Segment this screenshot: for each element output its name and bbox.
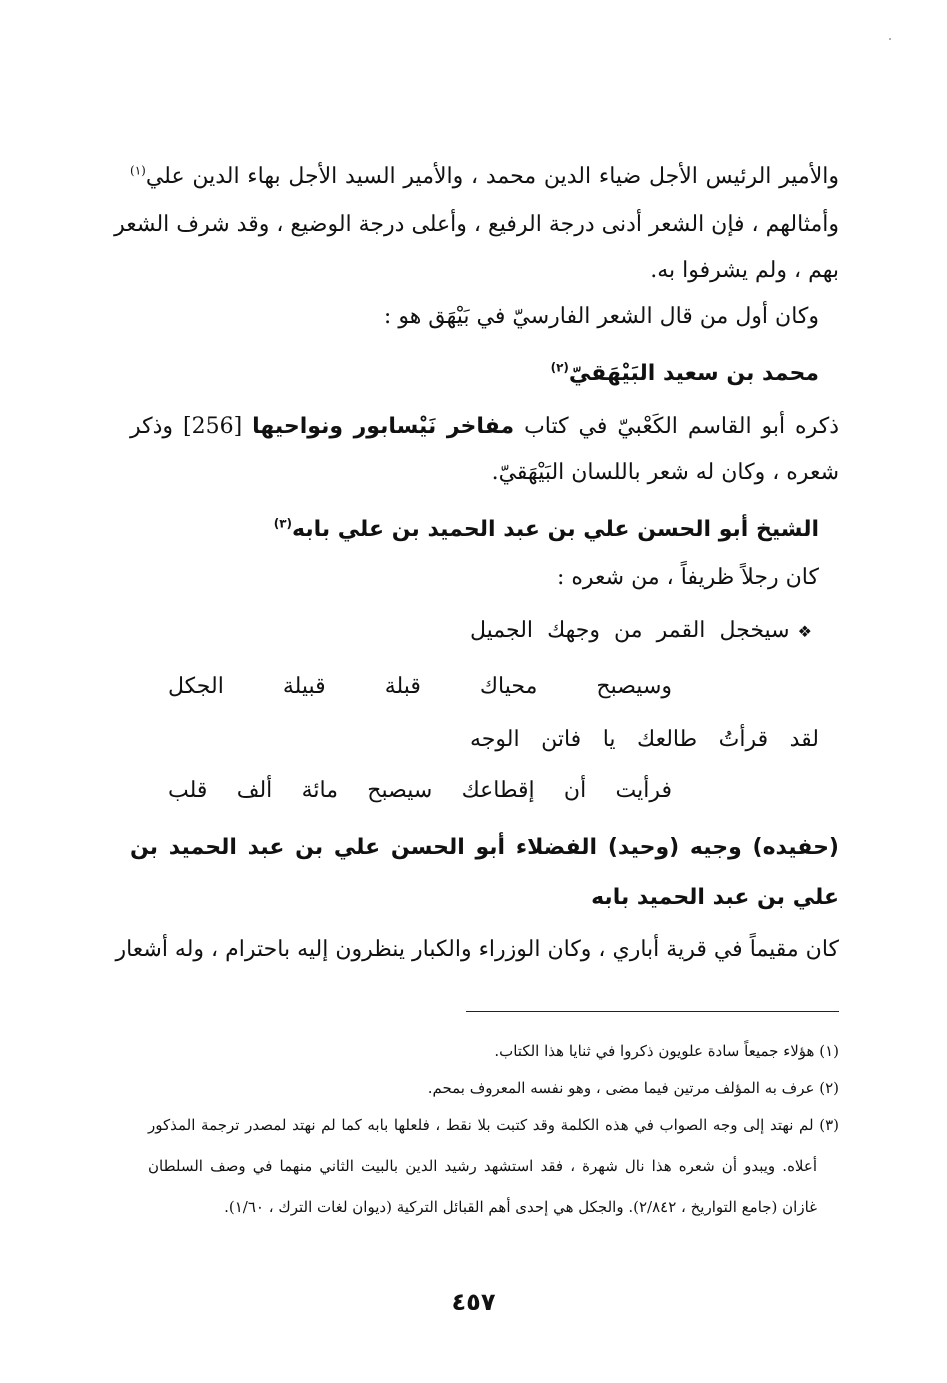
- entry-heading-3-line-1-text: (حفيده) وجيه (وحيد) الفضلاء أبو الحسن علي بن عبد الحميد بن: [130, 835, 839, 860]
- entry-heading-3-line-2-text: علي بن عبد الحميد بابه: [591, 885, 839, 910]
- paragraph-5-line-1: [115, 935, 839, 965]
- paragraph-3-line-1-text-b: [256] وذكر: [130, 414, 243, 439]
- paragraph-3-line-2: [492, 458, 839, 488]
- verse-2-hemistich-a: [470, 725, 819, 755]
- page-number: ٤٥٧: [451, 1288, 496, 1316]
- paragraph-1-line-1-text: والأمير الرئيس الأجل ضياء الدين محمد ، والأمير السيد الأجل بهاء الدين علي: [145, 164, 839, 189]
- paragraph-1-line-1: [130, 162, 839, 192]
- verse-2-hemistich-b-text: فرأيت أن إقطاعك سيصبح مائة ألف قلب: [168, 778, 672, 803]
- entry-heading-2: [274, 515, 819, 545]
- paragraph-4-line-1: [557, 563, 819, 593]
- verse-1-hemistich-a-text: سيخجل القمر من وجهك الجميل: [470, 618, 790, 643]
- footnote-1-text: (١) هؤلاء جميعاً سادة علويون ذكروا في ثنايا هذا الكتاب.: [494, 1042, 839, 1060]
- entry-heading-1: [551, 359, 819, 389]
- paragraph-3-line-1: [130, 412, 839, 442]
- verse-2-hemistich-a-text: لقد قرأتُ طالعك يا فاتن الوجه: [470, 727, 819, 752]
- entry-heading-2-text: الشيخ أبو الحسن علي بن عبد الحميد بن علي بابه: [292, 517, 819, 542]
- footnote-2: [428, 1077, 839, 1099]
- footnote-3-line-2: [148, 1155, 817, 1177]
- footnote-ref-2[interactable]: (٢): [550, 360, 569, 375]
- footnote-2-text: (٢) عرف به المؤلف مرتين فيما مضى ، وهو نفسه المعروف بمحم.: [427, 1079, 839, 1097]
- scan-speck: [889, 38, 891, 40]
- paragraph-5-line-1-text: كان مقيماً في قرية أباري ، وكان الوزراء والكبار ينظرون إليه باحترام ، وله أشعار: [115, 937, 839, 962]
- entry-heading-3-line-2: [591, 883, 839, 913]
- footnote-3-line-3: [224, 1196, 817, 1218]
- footnote-3-line-1: [148, 1114, 839, 1136]
- paragraph-1-line-3-text: بهم ، ولم يشرفوا به.: [650, 258, 839, 283]
- footnote-1: [494, 1040, 839, 1062]
- footnote-3-line-3-text: غازان (جامع التواريخ ، ٢/٨٤٢). والجكل هي إحدى أهم القبائل التركية (ديوان لغات الترك ، ١/٦٠).: [224, 1198, 817, 1216]
- verse-1-hemistich-a: [470, 616, 819, 647]
- paragraph-1-line-2: [114, 210, 839, 240]
- paragraph-4-line-1-text: كان رجلاً ظريفاً ، من شعره :: [556, 565, 819, 590]
- footnote-separator: [466, 1011, 839, 1012]
- entry-heading-3-line-1: [130, 833, 839, 863]
- paragraph-2-line-1-text: وكان أول من قال الشعر الفارسيّ في بَيْهَق هو :: [383, 304, 819, 329]
- paragraph-3-line-2-text: شعره ، وكان له شعر باللسان البَيْهَقيّ.: [491, 460, 839, 485]
- paragraph-2-line-1: [384, 302, 819, 332]
- footnote-ref-3[interactable]: (٣): [273, 516, 293, 531]
- footnote-ref-1[interactable]: (١): [130, 163, 146, 178]
- verse-1-hemistich-b-text: وسيصبح محياك قبلة قبيلة الجكل: [168, 674, 672, 699]
- diamond-bullet-icon: ❖: [797, 622, 820, 641]
- paragraph-1-line-3: [650, 256, 839, 286]
- verse-1-hemistich-b: [168, 672, 672, 702]
- footnote-3-line-1-text: (٣) لم نهتد إلى وجه الصواب في هذه الكلمة وقد كتبت بلا نقط ، فلعلها بابه كما لم نهتد لمصدر ترجمة المذكور: [148, 1116, 839, 1134]
- entry-heading-1-text: محمد بن سعيد البَيْهَقيّ: [568, 361, 819, 386]
- paragraph-3-line-1-text-a: ذكره أبو القاسم الكَعْبيّ في كتاب: [524, 414, 839, 439]
- book-title: مفاخر نَيْسابور ونواحيها: [252, 414, 515, 439]
- verse-2-hemistich-b: [168, 776, 672, 806]
- paragraph-1-line-2-text: وأمثالهم ، فإن الشعر أدنى درجة الرفيع ، وأعلى درجة الوضيع ، وقد شرف الشعر: [114, 212, 839, 237]
- footnote-3-line-2-text: أعلاه. ويبدو أن شعره هذا نال شهرة ، فقد استشهد رشيد الدين بالبيت الثاني منهما في وصف السلطان: [148, 1157, 817, 1175]
